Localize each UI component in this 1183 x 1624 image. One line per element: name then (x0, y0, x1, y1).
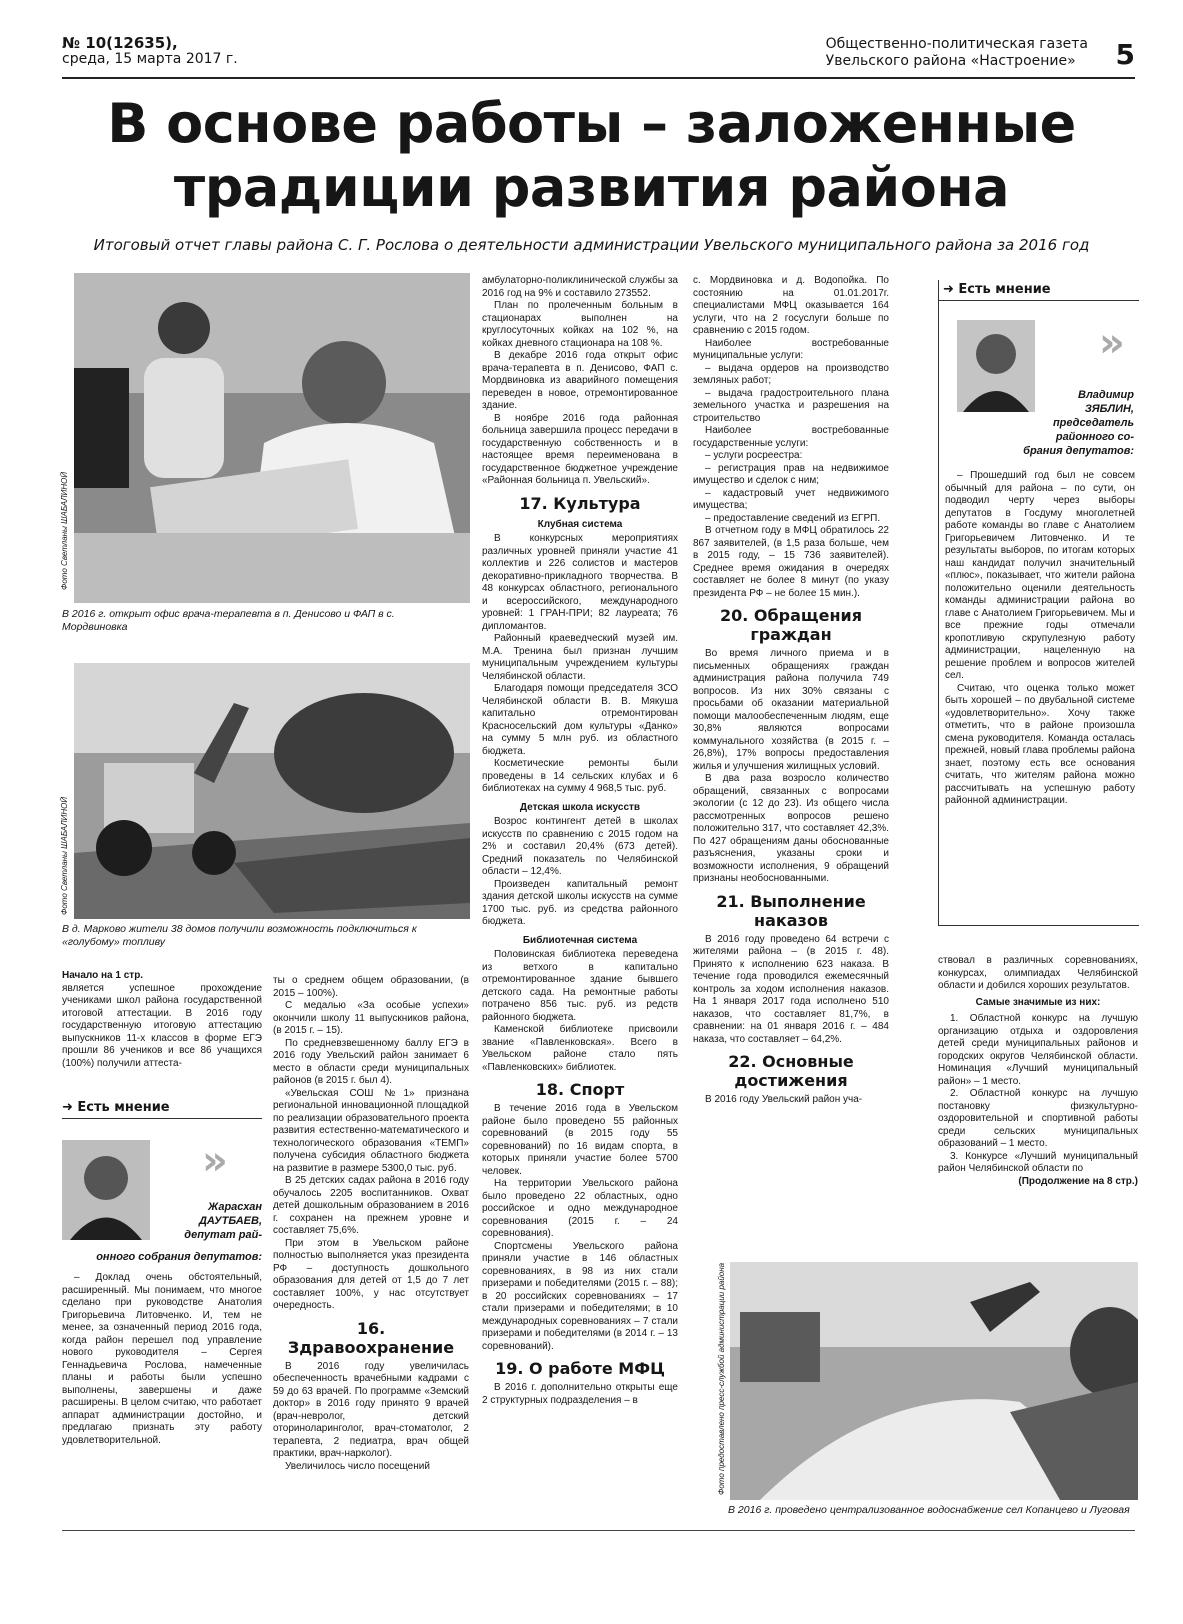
col2-p1: ты о среднем общем образовании, (в 2015 – 100%). (273, 975, 469, 999)
opinion2-text (945, 470, 1135, 920)
column-3 (482, 275, 678, 1527)
article-title (40, 92, 1143, 220)
col4-p6: – услуги росреестра: (705, 450, 803, 461)
issue-date: среда, 15 марта 2017 г. (62, 51, 238, 67)
col3-p8: Косметические ремонты были проведены в 14 сельских клубах и 6 библиотеках на сумму 4 968,5 тыс. руб. (482, 758, 678, 794)
photo-doctor-office (74, 273, 470, 603)
col3-p6: Районный краеведческий музей им. М.А. Тренина был признан лучшим муниципальным учреждением культуры Челябинской области. (482, 633, 678, 682)
col3-p7: Благодаря помощи председателя ЗСО Челябинской области В. В. Мякуша капитально отремонтирован Красносельский дом культуры «Данко» на сумму 5 млн руб. из областного бюджета. (482, 683, 678, 757)
col2-p6: При этом в Увельском районе полностью выполняется указ президента РФ – доступность дошкольного образования для детей от 1,5 до 7 лет составляет 100%, у нас отсутствует очередность. (273, 1237, 469, 1311)
opinion2-head-text: Есть мнение (958, 282, 1051, 297)
quote-mark-icon: » (1099, 320, 1125, 366)
col3-p1: амбулаторно-поликлинической службы за 2016 год на 9% и составило 273552. (482, 275, 678, 299)
subheading-significant: Самые значимые из них: (975, 996, 1101, 1008)
col4-p4: – выдача градостроительного плана земельного участка и разрешения на строительство (693, 387, 889, 424)
col4-p3: – выдача ордеров на производство земляных работ; (693, 362, 889, 386)
opinion2-head: ➜ Есть мнение (939, 280, 1139, 301)
title-line-2: традиции развития района (173, 156, 1010, 219)
photo2-caption: В д. Марково жители 38 домов получили возможность подключиться к «голубому» топливу (62, 923, 417, 948)
subheading-club: Клубная система (537, 518, 623, 530)
col5-p3: 2. Областной конкурс на лучшую постановку физкультурно-оздоровительной и спортивной работы среди сельских муниципальных образований – 1 место. (938, 1088, 1138, 1149)
quote-mark-icon: » (202, 1138, 228, 1184)
col2-p4: «Увельская СОШ №1» признана региональной инновационной площадкой по реализации образовательного проекта развития естественно-математического и технологического образования «ТЕМП» получена субсидия областного бюджета на развитие в размере 5300,0 тыс. руб. (273, 1087, 469, 1174)
heading-17: 17. Культура (519, 493, 641, 513)
opinion1-name-first: Жарасхан (208, 1201, 262, 1213)
opinion1-paragraph: – Доклад очень обстоятельный, расширенный. Мы понимаем, что многое сделано при руководстве Анатолия Григорьевича Литовченко. И, тем не менее, за означенный период 2016 года, когда район перешел под управление нового руководителя – Сергея Геннадьевича Рослова, намеченные планы и работы были успешно выполнены, завершены и даже расширены. В целом считаю, что работает аппарат администрации достойно, и предлагаю признать эту работу удовлетворительной. (62, 1272, 262, 1446)
column-4 (693, 275, 889, 1230)
photo2-credit: Фото Светланы ШАБАЛИНОЙ (60, 796, 69, 915)
col3-p4: В ноябре 2016 года районная больница завершила процесс передачи в государственную собственность и в настоящее время переименована в государственное бюджетное учреждение «Районная больница п. Увельский». (482, 412, 678, 486)
col4-p2: Наиболее востребованные муниципальные услуги: (693, 337, 889, 361)
photo-water-illustration (730, 1262, 1138, 1500)
column-5 (938, 955, 1138, 1235)
paper-name-line2: Увельского района «Настроение» (825, 53, 1076, 69)
col3-p15: Спортсмены Увельского района приняли участие в 146 областных соревнованиях, в 98 из них стали призерами и победителями (2015 г. – 88); в 20 российских соревнованиях – 17 стали призерами и победителями; в 10 международных соревнованиях – 7 стали призерами и победителями (в 2014 г. – 13 соревнований). (482, 1240, 678, 1352)
col5-p4: 3. Конкурсе «Лучший муниципальный район Челябинской области по (938, 1150, 1138, 1174)
col4-p5: Наиболее востребованные государственные услуги: (693, 425, 889, 449)
opinion1-text (62, 1272, 262, 1522)
col4-p11: Во время личного приема и в письменных обращениях граждан администрация района получила 749 вопросов. Из них 30% связаны с просьбами об оказании материальной помощи малообеспеченным людям, еще 30,8% являются вопросами коммунального хозяйства (в 2015 г. – 26,8%), 17% вопросы предоставления жилья и улучшения жилищных условий. (693, 648, 889, 772)
paper-name-line1: Общественно-политическая газета (825, 36, 1088, 52)
col5-p2: 1. Областной конкурс на лучшую организацию отдыха и оздоровления детей среди муниципальных районов и городских округов Челябинской области. Номинация «Лучший муниципальный район» – 1 место. (938, 1013, 1138, 1087)
col19-p1: В 2016 г. дополнительно открыты еще 2 структурных подразделения – в (482, 1382, 678, 1406)
col3-p14: На территории Увельского района было проведено 22 областных, одно российское и одно международное соревнования (2015 г. – 24 соревнования). (482, 1178, 678, 1239)
col3-p10: Произведен капитальный ремонт здания детской школы искусств на сумме 1700 тыс. руб. из средства районного бюджета. (482, 878, 678, 927)
col4-p8: – кадастровый учет недвижимого имущества; (693, 487, 889, 511)
heading-16: 16. Здравоохранение (287, 1318, 455, 1357)
photo1-caption: В 2016 г. открыт офис врача-терапевта в п. Денисово и ФАП в с. Мордвиновка (62, 608, 395, 633)
page-number: 5 (1115, 38, 1135, 71)
opinion2-name (999, 388, 1134, 458)
photo-excavator-illustration (74, 663, 470, 919)
photo-doctor-illustration (74, 273, 470, 603)
opinion1-head-text: Есть мнение (77, 1100, 170, 1115)
col5-p1: ствовал в различных соревнованиях, конкурсах, олимпиадах Челябинской области и добился хороших результатов. (938, 955, 1138, 991)
col3-p9: Возрос контингент детей в школах искусств по сравнению с 2015 годом на 2% и составил 20,4% (673 детей). Средний показатель по Челябинской области – 12,4%. (482, 816, 678, 877)
col4-p7: – регистрация прав на недвижимое имущество и сделок с ним; (693, 462, 889, 486)
col3-p3: В декабре 2016 года открыт офис врача-терапевта в п. Денисово, ФАП с. Мордвиновка из аварийного помещения переведен в новое, отремонтированное здание. (482, 350, 678, 411)
col2-p7: В 2016 году увеличилась обеспеченность врачебными кадрами с 59 до 63 врачей. По программе «Земский доктор» в 2016 году принято 9 врачей (врач-невролог, детский оториноларинголог, врач-стоматолог, 2 терапевта, 2 педиатра, врач общей практики, врач-нарколог). (273, 1360, 469, 1459)
photo1-credit: Фото Светланы ШАБАЛИНОЙ (60, 471, 69, 590)
footer-divider (62, 1530, 1135, 1531)
heading-19: 19. О работе МФЦ (495, 1359, 665, 1378)
opinion-box-1 (62, 1100, 262, 1530)
photo3-caption: В 2016 г. проведено централизованное водоснабжение сел Копанцево и Луговая (728, 1504, 1130, 1516)
col4-p9: – предоставление сведений из ЕГРП. (705, 512, 881, 524)
opinion2-name-first: Владимир (1078, 389, 1134, 401)
title-line-1: В основе работы – заложенные (107, 92, 1076, 155)
col4-p12: В два раза возросло количество обращений, связанных с вопросами экологии (с 12 до 23). Из общего числа рассмотренных вопросов решено положительно 317, что составляет 42,3%. По 427 обращениям даны обоснованные разъяснения, указаны сроки и возможности исполнения, 9 обращений признаны необоснованными. (693, 773, 889, 884)
col3-p13: В течение 2016 года в Увельском районе было проведено 55 районных соревнований (в 2015 году 55 соревнований) по 16 видам спорта, в которых приняли участие более 5700 человек. (482, 1103, 678, 1177)
subheading-art-school: Детская школа искусств (519, 801, 641, 813)
opinion1-role-1: депутат рай- (184, 1229, 262, 1241)
subheading-library: Библиотечная система (522, 934, 638, 946)
column-2 (273, 975, 469, 1527)
photo-water-supply (730, 1262, 1138, 1500)
header-divider (62, 77, 1135, 79)
col2-p8: Увеличилось число посещений (285, 1460, 430, 1472)
opinion1-name-last: ДАУТБАЕВ, (198, 1215, 262, 1227)
heading-21: 21. Выполнение наказов (716, 891, 866, 930)
paper-name (826, 36, 1088, 70)
col4-p14: В 2016 году Увельский район уча- (705, 1094, 863, 1105)
heading-22: 22. Основные достижения (728, 1052, 854, 1090)
col4-p13: В 2016 году проведено 64 встречи с жителями района – (в 2015 г. 48). Принято к исполнению 623 наказа. В течение года проводился ежемесячный контроль за ходом исполнения наказов. На 1 января 2017 года исполнено 510 наказов, что составляет 81,7%, в сравнении: на 01 января 2016 г. – 484 наказа, что составляет – 64,2%. (693, 933, 889, 1045)
col2-p5: В 25 детских садах района в 2016 году обучалось 2205 воспитанников. Охват детей дошкольным образованием в 2016 г. сохранен на прежнем уровне и составляет 75,6%. (273, 1175, 469, 1236)
opinion2-p1: – Прошедший год был не совсем обычный для района – по сути, он подводил черту через выборы депутатов в Госдуму многолетней работе команды во главе с Анатолием Григорьевичем Литовченко. И те результаты выборов, по итогам которых наш кандидат получил значительный «плюс», показывает, что жители района положительно оценили деятельность команды администрации района во главе с Анатолием Григорьевичем. Мы и все прежние годы отмечали кропотливую скрупулезную работу администрации, нацеленную на решение проблем и вопросов жителей сел. (945, 470, 1135, 681)
continued-from: Начало на 1 стр. (62, 970, 144, 981)
col-left-p1: является успешное прохождение учениками школ района государственной итоговой аттестации. В 2016 году государственную итоговую аттестацию выпускников 11-х классов в форме ЕГЭ прошли 86 учеников и все 86 учащихся (100%) получили аттеста- (62, 982, 262, 1069)
opinion-box-2 (938, 280, 1139, 926)
opinion1-head: ➜ Есть мнение (62, 1100, 262, 1119)
opinion2-role-1: председатель районного со- (1052, 417, 1134, 443)
continued-on: (Продолжение на 8 стр.) (1018, 1175, 1138, 1187)
col3-p12: Каменской библиотеке присвоили звание «Павленковская». Всего в Увельском районе стало пять «Павленковских» библиотек. (482, 1024, 678, 1073)
col3-p2: План по пролеченным больным в стационарах выполнен на круглосуточных койках на 102 %, на койках дневного стационара на 108 %. (482, 300, 678, 349)
heading-18: 18. Спорт (535, 1080, 625, 1099)
col4-p10: В отчетном году в МФЦ обратилось 22 867 заявителей, (в 1,5 раза больше, чем в 2015 году, – 15 736 заявителей). Среднее время ожидания в очередях составляет не более 8 минут (по указу президента РФ – не более 15 мин.). (693, 525, 889, 599)
opinion1-name (152, 1200, 262, 1242)
issue-info (62, 36, 238, 67)
column-left-text (62, 970, 262, 1080)
opinion1-role-2: онного собрания депутатов: (96, 1251, 262, 1263)
opinion2-name-last: ЗЯБЛИН, (1084, 403, 1134, 415)
col3-p5: В конкурсных мероприятиях различных уровней приняли участие 41 коллектив и 226 солистов и мастеров декоративно-прикладного творчества. В 48 конкурсах областного, регионального и всероссийского, международного уровней: 1 ГРАН-ПРИ; 82 лауреата; 76 дипломантов. (482, 533, 678, 632)
issue-number: № 10(12635), (62, 34, 178, 52)
article-subtitle: Итоговый отчет главы района С. Г. Рослова о деятельности администрации Увельского муниципального района за 2016 год (93, 236, 1090, 254)
photo3-credit: Фото предоставлено пресс-службой администрации района (717, 1262, 726, 1495)
opinion1-portrait (62, 1140, 150, 1240)
col3-p11: Половинская библиотека переведена из ветхого в капитально отремонтированное здание бывшего детского сада. На ремонтные работы потрачено 856 тыс. руб. из редств районного бюджета. (482, 949, 678, 1023)
portrait1-illustration (62, 1140, 150, 1240)
photo-excavator (74, 663, 470, 919)
col2-p3: По средневзвешенному баллу ЕГЭ в 2016 году Увельский район занимает 6 место в области среди муниципальных районов (в 2015 г. был 4). (273, 1037, 469, 1086)
col2-p2: С медалью «За особые успехи» окончили школу 11 выпускников района, (в 2015 г. – 15). (273, 1000, 469, 1036)
heading-20: 20. Обращения граждан (719, 606, 862, 644)
opinion2-p2: Считаю, что оценка только может быть хорошей – по двубальной системе «удовлетворительно». Хочу также отметить, что в районе произошла смена руководителя. Команда осталась прежней, новый глава проблемы района знает, поэтому есть все основания считать, что жителям района можно рассчитывать на успешную работу районной администрации. (945, 682, 1135, 806)
col4-p1: с. Мордвиновка и д. Водопойка. По состоянию на 01.01.2017г. специалистами МФЦ оказывается 164 услуги, что на 2 госуслуги больше по сравнению с 2015 годом. (693, 275, 889, 336)
opinion2-role-2: брания депутатов: (1023, 445, 1134, 457)
